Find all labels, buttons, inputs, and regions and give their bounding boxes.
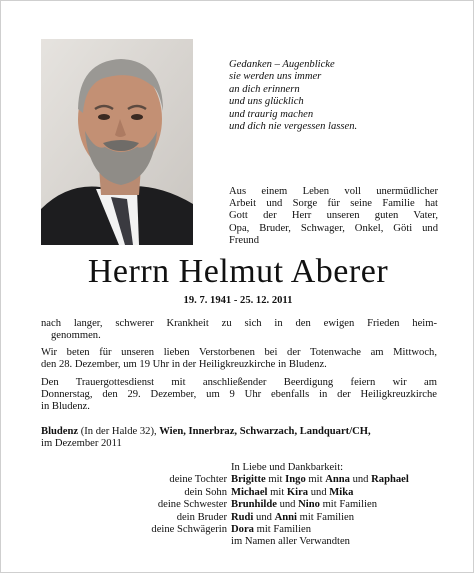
poem [229, 59, 449, 133]
mourner-name: Nino [298, 499, 320, 511]
place-line [41, 426, 371, 438]
mourner-connector: mit [265, 474, 286, 486]
paragraph-line: den 28. Dezember, um 19 Uhr in der Heiligkreuzkirche in Bludenz. [41, 359, 327, 371]
tribute-text [229, 186, 438, 247]
mourner-connector: und [349, 474, 372, 486]
tribute-line: Arbeit und Sorge für seine Familie hat [229, 198, 438, 210]
mourner-connector: und [308, 486, 330, 498]
mourner-connector: mit [267, 486, 287, 498]
mourner-names [231, 474, 409, 486]
mourner-name: Anna [325, 474, 350, 486]
mourner-relation: deine Schwägerin [151, 523, 227, 535]
poem-line: Gedanken – Augenblicke [229, 59, 335, 70]
mourner-row [1, 512, 474, 524]
paragraph-line: Wir beten für unseren lieben Verstorbenen bei der Totenwache am Mittwoch, [41, 347, 437, 358]
mourners-list [1, 462, 474, 549]
paragraph-line: nach langer, schwerer Krankheit zu sich in den ewigen Frieden heim- [41, 318, 437, 329]
mourner-name: Ingo [285, 474, 306, 486]
paragraph-funeral [41, 377, 437, 414]
mourner-name: Brigitte [231, 474, 266, 486]
place-date: im Dezember 2011 [41, 438, 122, 450]
mourner-row [1, 524, 474, 536]
mourner-name: Michael [231, 486, 268, 498]
mourner-row [1, 536, 474, 548]
mourners-intro: In Liebe und Dankbarkeit: [231, 462, 344, 473]
mourner-connector: mit Familien [253, 523, 312, 535]
tribute-line: Opa, Bruder, Schwager, Onkel, Göti und [229, 222, 438, 234]
mourner-name: Raphael [371, 474, 409, 486]
poem-line: und traurig machen [229, 108, 314, 120]
place-cities: Wien, Innerbraz, Schwarzach, Landquart/CH, [159, 426, 371, 437]
portrait-photo [41, 39, 193, 245]
place-address: (In der Halde 32), [78, 426, 160, 437]
mourner-relation: dein Sohn [184, 486, 227, 498]
mourner-name: Rudi [231, 511, 254, 523]
poem-line: und uns glücklich [229, 96, 304, 108]
mourners-intro-row [1, 462, 474, 474]
mourner-connector: im Namen aller Verwandten [231, 536, 350, 548]
mourner-relation: deine Tochter [169, 474, 227, 486]
mourner-connector: mit Familien [296, 511, 355, 523]
mourner-name: Anni [274, 511, 297, 523]
mourner-names [231, 499, 377, 511]
poem-line: sie werden uns immer [229, 71, 322, 83]
mourner-connector: und [253, 511, 275, 523]
mourner-relation: deine Schwester [157, 499, 227, 511]
tribute-line: Gott der Herr unseren guten Vater, [229, 210, 438, 222]
mourner-names [231, 524, 311, 536]
paragraph-wake [41, 347, 437, 371]
life-dates: 19. 7. 1941 - 25. 12. 2011 [183, 295, 293, 306]
poem-line: an dich erinnern [229, 83, 300, 95]
mourner-name: Brunhilde [231, 499, 277, 511]
place-city: Bludenz [41, 426, 79, 437]
mourner-connector: mit [305, 474, 326, 486]
paragraph-death [41, 318, 437, 342]
poem-line: und dich nie vergessen lassen. [229, 121, 358, 133]
deceased-name: Herrn Helmut Aberer [87, 253, 389, 290]
paragraph-line: in Bludenz. [41, 401, 90, 413]
mourner-name: Dora [231, 523, 254, 535]
mourner-connector: mit Familien [319, 499, 378, 511]
paragraph-line: Den Trauergottesdienst mit anschließender Beerdigung feiern wir am [41, 377, 437, 388]
mourner-row [1, 499, 474, 511]
mourner-name: Mika [329, 486, 354, 498]
place-and-date [41, 426, 371, 450]
mourner-names [231, 512, 354, 524]
mourner-relation: dein Bruder [176, 511, 227, 523]
mourner-connector: und [276, 499, 299, 511]
tribute-line: Aus einem Leben voll unermüdlicher [229, 186, 438, 197]
mourner-names [231, 536, 350, 548]
mourner-name: Kira [286, 486, 309, 498]
mourner-row [1, 474, 474, 486]
paragraph-line: Donnerstag, den 29. Dezember, um 9 Uhr ebenfalls in der Heiligkreuzkirche [41, 389, 437, 401]
paragraph-line: genommen. [51, 330, 101, 342]
mourner-names [231, 487, 353, 499]
mourner-row [1, 487, 474, 499]
portrait-image [41, 39, 193, 245]
mourner-rows [1, 474, 474, 548]
tribute-line: Freund [229, 234, 260, 246]
